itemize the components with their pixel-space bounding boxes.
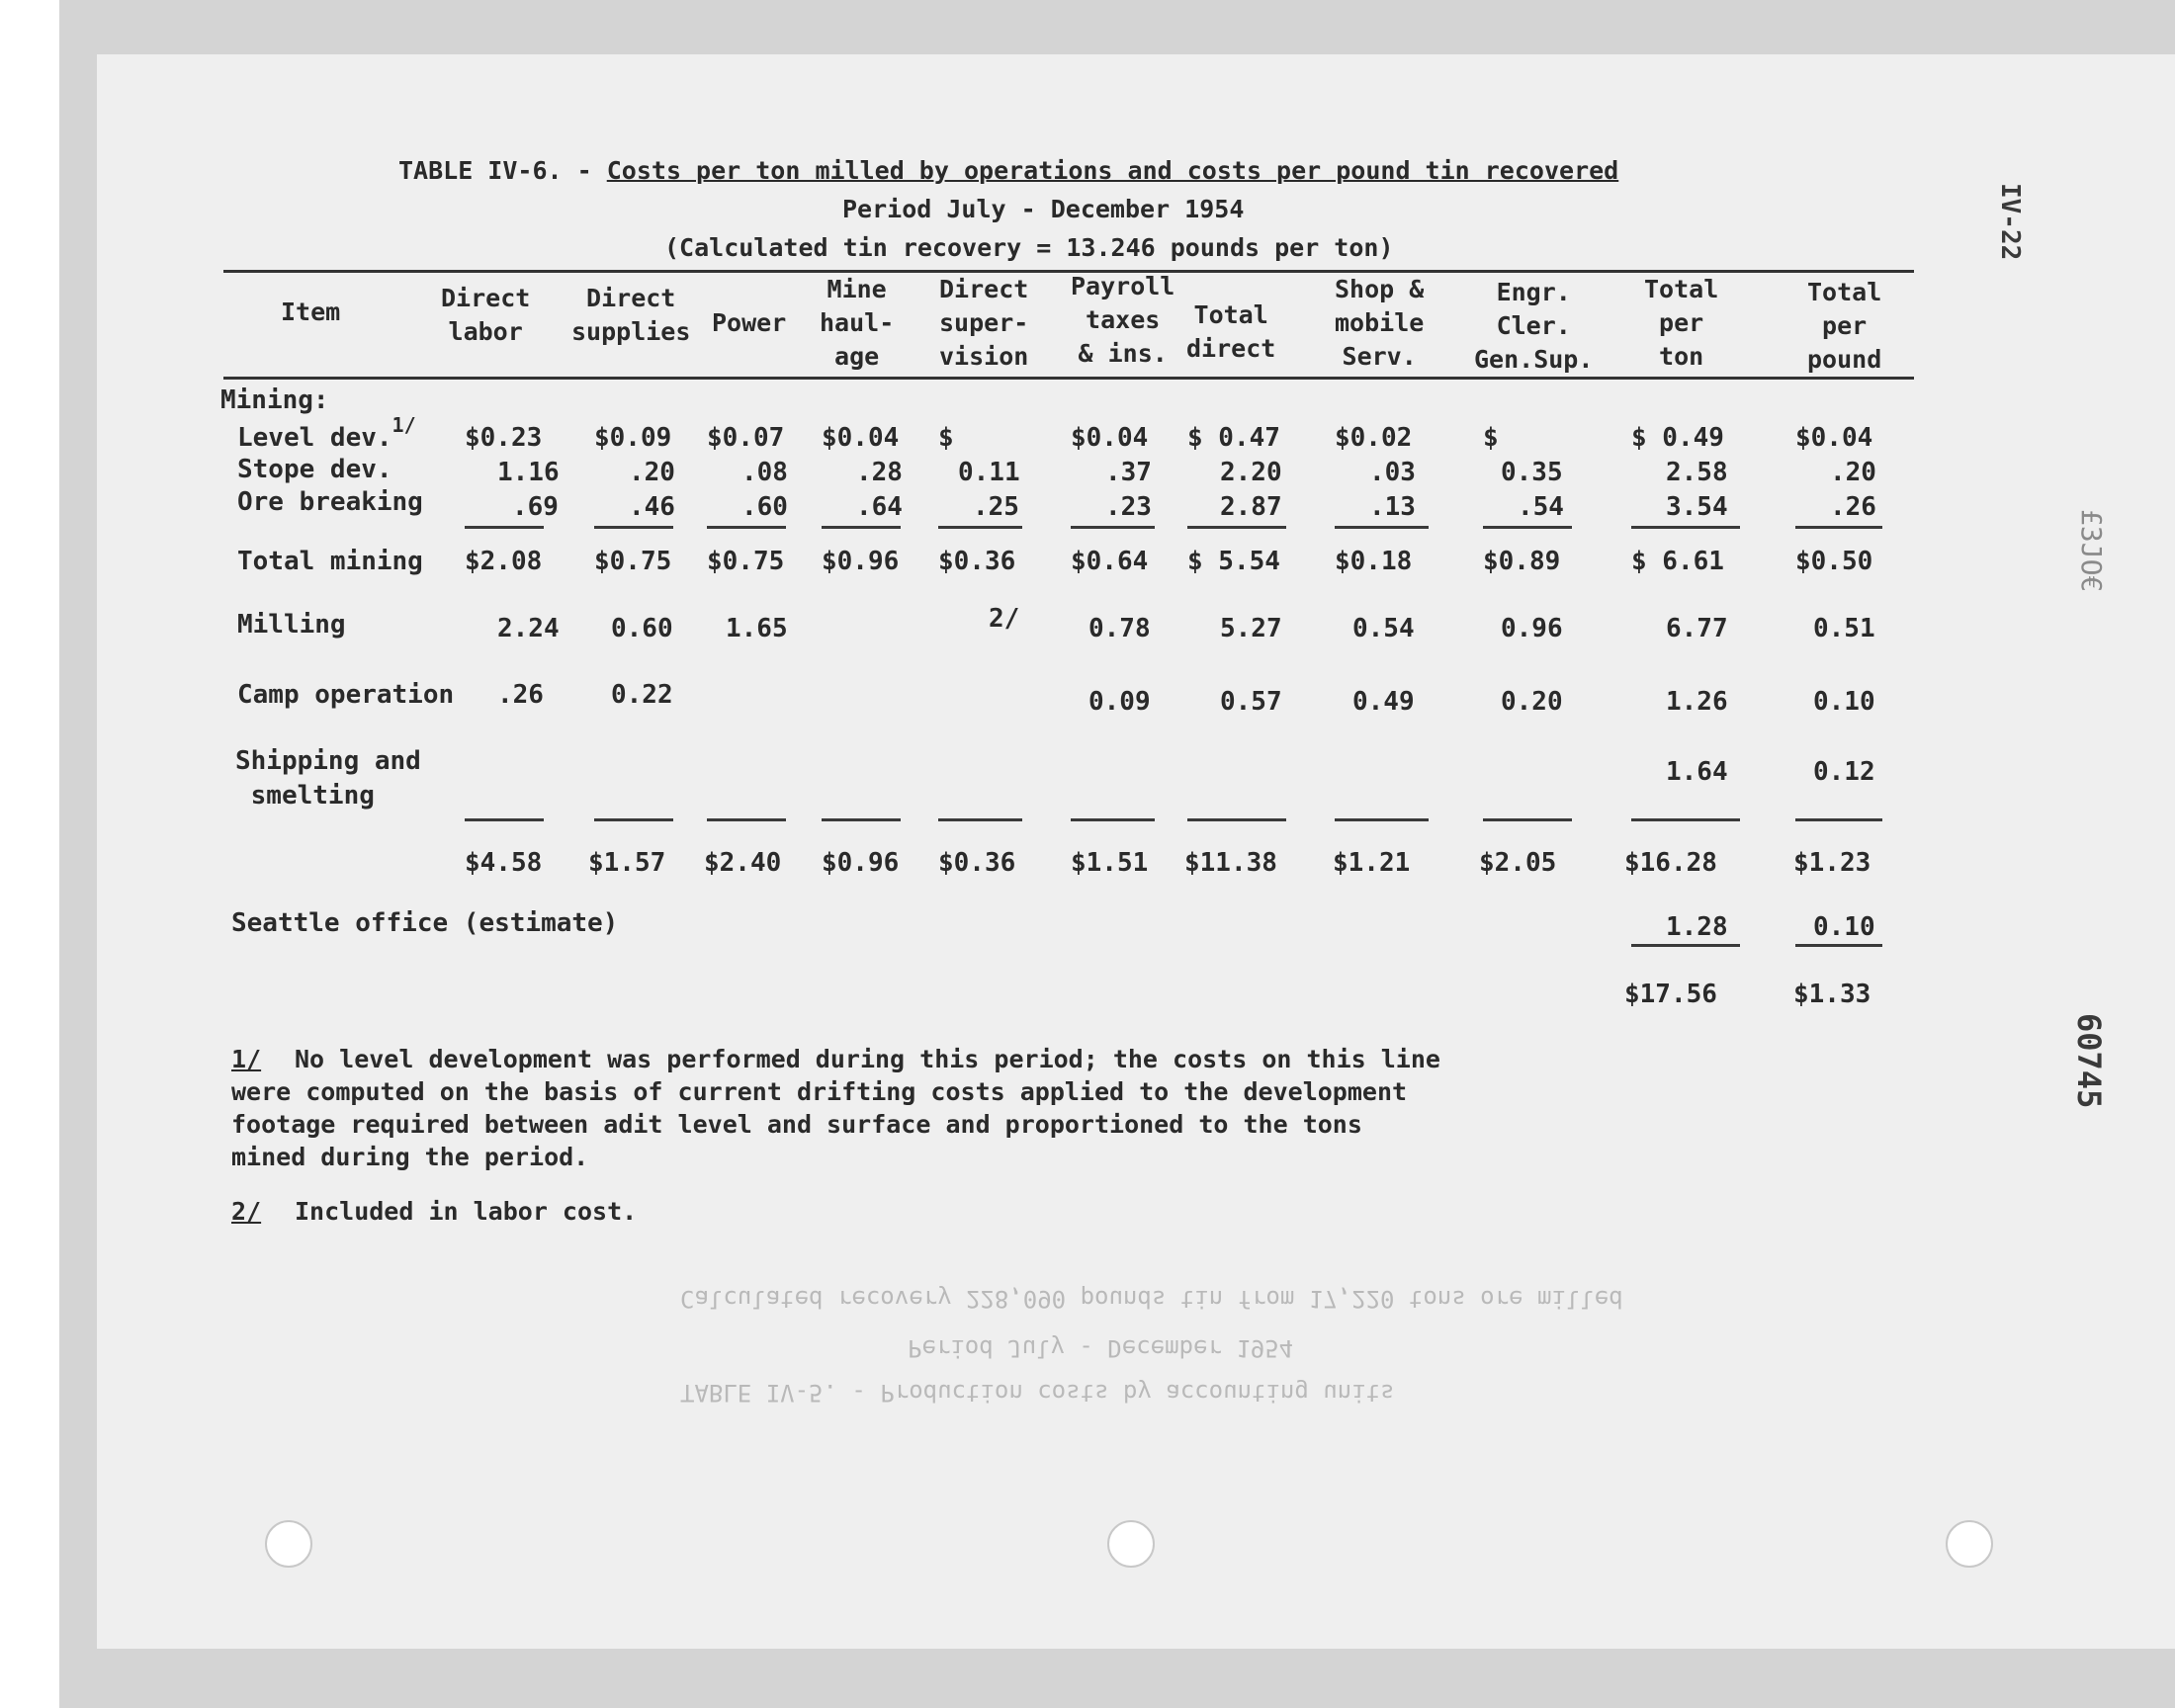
cell: 0.35 — [1501, 458, 1563, 487]
subtotal-rule — [1631, 526, 1740, 529]
cell: 0.12 — [1813, 757, 1875, 787]
row-label-milling: Milling — [237, 610, 346, 640]
punch-hole — [1107, 1520, 1155, 1568]
cell: 1.16 — [497, 458, 560, 487]
subtotal-rule — [1335, 526, 1429, 529]
cell: 2/ — [989, 604, 1020, 634]
cell: $1.21 — [1333, 848, 1411, 878]
subtotal-rule — [1795, 526, 1882, 529]
cell: $0.89 — [1483, 547, 1561, 576]
section-mining: Mining: — [220, 385, 329, 415]
cell: .25 — [973, 492, 1019, 522]
table-label: TABLE IV-6. - — [398, 156, 592, 185]
cell: $ 5.54 — [1187, 547, 1280, 576]
subtotal-rule — [822, 526, 901, 529]
cell: $16.28 — [1624, 848, 1717, 878]
cell: 1.26 — [1666, 687, 1728, 717]
subtotal-rule — [465, 818, 544, 821]
header-direct-supplies: Direct supplies — [571, 284, 691, 346]
header-item: Item — [281, 298, 341, 326]
cell: $0.75 — [594, 547, 672, 576]
cell: $1.57 — [588, 848, 666, 878]
table-title-text: Costs per ton milled by operations and costs per pound tin recovered — [606, 156, 1619, 185]
cell: $0.50 — [1795, 547, 1873, 576]
cell: 0.10 — [1813, 687, 1875, 717]
scan-left-margin — [0, 0, 59, 1708]
subtotal-rule — [822, 818, 901, 821]
cell: 0.22 — [611, 680, 673, 710]
cell: $0.96 — [822, 547, 900, 576]
cell: .26 — [497, 680, 544, 710]
subtotal-rule — [1335, 818, 1429, 821]
cell: 0.10 — [1813, 912, 1875, 942]
table-period: Period July - December 1954 — [842, 195, 1245, 223]
cell: 0.57 — [1220, 687, 1282, 717]
row-label-camp-operation: Camp operation — [237, 680, 455, 710]
footnote-1-mark: 1/ — [231, 1045, 262, 1073]
row-label-shipping: Shipping and smelting — [235, 746, 421, 811]
subtotal-rule — [465, 526, 544, 529]
cell: $2.40 — [704, 848, 782, 878]
header-engr: Engr. Cler. Gen.Sup. — [1474, 278, 1594, 374]
cell: $0.75 — [707, 547, 785, 576]
header-mine-haulage: Mine haul- age — [820, 275, 895, 371]
cell: 1.28 — [1666, 912, 1728, 942]
cell: $0.64 — [1071, 547, 1149, 576]
margin-stamp-number: 60745 — [2070, 1013, 2108, 1109]
row-label-total-mining: Total mining — [237, 547, 423, 576]
row-label-level-dev: Level dev.$^{1/}$ — [237, 413, 416, 453]
cell: $0.09 — [594, 423, 672, 453]
cell: 0.11 — [958, 458, 1020, 487]
bleed-through-line: TABLE IV-5. - Production costs by accounting units — [680, 1379, 1395, 1407]
cell: $1.33 — [1793, 980, 1871, 1009]
header-total-pound: Total per pound — [1807, 278, 1882, 374]
cell: $0.02 — [1335, 423, 1413, 453]
subtotal-rule — [1631, 944, 1740, 947]
header-bottom-rule — [223, 377, 1914, 380]
cell: $2.05 — [1479, 848, 1557, 878]
cell: $0.36 — [938, 848, 1016, 878]
cell: 0.78 — [1088, 614, 1151, 643]
punch-hole — [1946, 1520, 1993, 1568]
cell: $ 6.61 — [1631, 547, 1724, 576]
cell: 0.60 — [611, 614, 673, 643]
cell: $0.04 — [822, 423, 900, 453]
cell: .46 — [629, 492, 675, 522]
cell: $0.23 — [465, 423, 543, 453]
document-page — [97, 54, 2175, 1649]
cell: .60 — [741, 492, 788, 522]
cell: 6.77 — [1666, 614, 1728, 643]
cell: 0.20 — [1501, 687, 1563, 717]
row-label-stope-dev: Stope dev. — [237, 455, 392, 484]
cell: .13 — [1369, 492, 1416, 522]
cell: .64 — [856, 492, 903, 522]
cell: $ — [938, 423, 954, 453]
header-payroll: Payroll taxes & ins. — [1071, 272, 1175, 368]
cell: 1.64 — [1666, 757, 1728, 787]
cell: .69 — [512, 492, 559, 522]
punch-hole — [265, 1520, 312, 1568]
cell: .54 — [1518, 492, 1564, 522]
cell: $17.56 — [1624, 980, 1717, 1009]
page-id-vertical: IV-22 — [1995, 183, 2025, 261]
cell: $1.23 — [1793, 848, 1871, 878]
row-label-ore-breaking: Ore breaking — [237, 487, 423, 517]
cell: $ — [1483, 423, 1499, 453]
cell: 0.09 — [1088, 687, 1151, 717]
subtotal-rule — [707, 818, 786, 821]
cell: 0.49 — [1352, 687, 1415, 717]
cell: 2.24 — [497, 614, 560, 643]
bleed-through-line: Period July - December 1954 — [908, 1334, 1294, 1362]
cell: 5.27 — [1220, 614, 1282, 643]
cell: $0.04 — [1071, 423, 1149, 453]
cell: $1.51 — [1071, 848, 1149, 878]
cell: .23 — [1105, 492, 1152, 522]
table-title — [398, 156, 1618, 185]
cell: $4.58 — [465, 848, 543, 878]
header-direct-labor: Direct labor — [441, 284, 531, 346]
subtotal-rule — [1187, 818, 1286, 821]
cell: $ 0.49 — [1631, 423, 1724, 453]
subtotal-rule — [1795, 944, 1882, 947]
cell: 0.96 — [1501, 614, 1563, 643]
cell: 0.51 — [1813, 614, 1875, 643]
cell: .20 — [1830, 458, 1876, 487]
cell: $0.96 — [822, 848, 900, 878]
header-power: Power — [712, 308, 787, 337]
subtotal-rule — [1071, 818, 1155, 821]
subtotal-rule — [1483, 818, 1572, 821]
cell: $0.07 — [707, 423, 785, 453]
cell: .28 — [856, 458, 903, 487]
subtotal-rule — [594, 818, 673, 821]
cell: $2.08 — [465, 547, 543, 576]
cell: $0.36 — [938, 547, 1016, 576]
cell: .26 — [1830, 492, 1876, 522]
cell: $ 0.47 — [1187, 423, 1280, 453]
cell: $0.04 — [1795, 423, 1873, 453]
cell: .03 — [1369, 458, 1416, 487]
subtotal-rule — [1795, 818, 1882, 821]
header-total-ton: Total per ton — [1644, 275, 1719, 371]
subtotal-rule — [1483, 526, 1572, 529]
header-shop: Shop & mobile Serv. — [1335, 275, 1425, 371]
cell: .37 — [1105, 458, 1152, 487]
cell: 1.65 — [726, 614, 788, 643]
cell: 2.20 — [1220, 458, 1282, 487]
subtotal-rule — [1631, 818, 1740, 821]
table-calc-note: (Calculated tin recovery = 13.246 pounds per ton) — [664, 233, 1394, 262]
subtotal-rule — [938, 818, 1022, 821]
footnote-1: No level development was performed during this period; the costs on this line were computed on the basis of current drifting costs applied to the development footage required between adit level and surface and proportioned to the tons mined during the period. — [231, 1045, 1440, 1171]
subtotal-rule — [1071, 526, 1155, 529]
subtotal-rule — [938, 526, 1022, 529]
cell: .20 — [629, 458, 675, 487]
margin-stamp-top: £3JO€ — [2075, 509, 2108, 593]
row-label-seattle-office: Seattle office (estimate) — [231, 908, 619, 938]
subtotal-rule — [594, 526, 673, 529]
bleed-through-line: Calculated recovery 228,090 pounds tin from 17,220 tons ore milled — [680, 1285, 1623, 1313]
cell: 2.58 — [1666, 458, 1728, 487]
header-direct-supervision: Direct super- vision — [939, 275, 1029, 371]
cell: 2.87 — [1220, 492, 1282, 522]
footnote-2: Included in labor cost. — [295, 1197, 638, 1226]
subtotal-rule — [707, 526, 786, 529]
cell: 3.54 — [1666, 492, 1728, 522]
cell: .08 — [741, 458, 788, 487]
header-total-direct: Total direct — [1186, 300, 1276, 363]
footnote-2-mark: 2/ — [231, 1197, 262, 1226]
cell: $11.38 — [1184, 848, 1277, 878]
subtotal-rule — [1187, 526, 1286, 529]
cell: 0.54 — [1352, 614, 1415, 643]
cell: $0.18 — [1335, 547, 1413, 576]
